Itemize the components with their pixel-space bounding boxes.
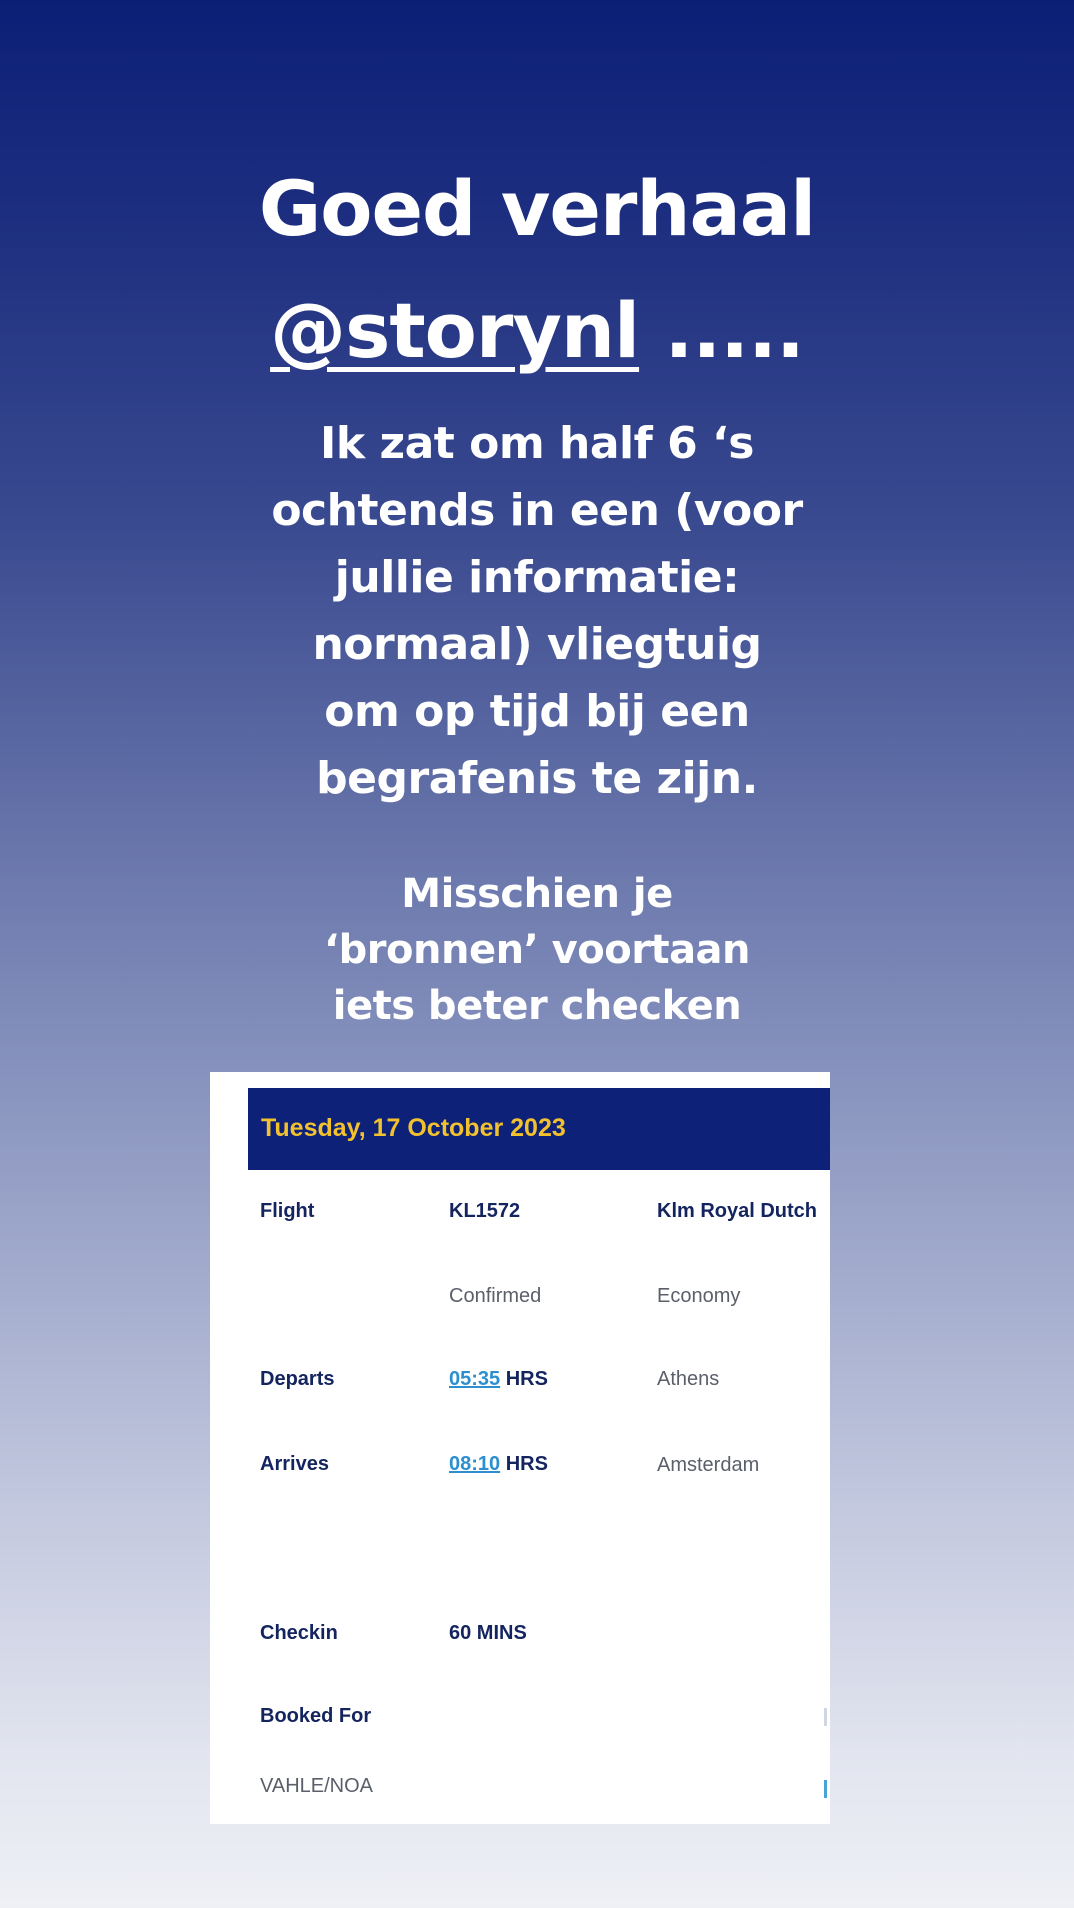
closing-line: ‘bronnen’ voortaan: [323, 927, 751, 973]
flight-number: KL1572: [449, 1200, 521, 1222]
airline-name: Klm Royal Dutch: [657, 1200, 818, 1222]
body-line: jullie informatie:: [334, 552, 740, 603]
departs-label: Departs: [260, 1368, 335, 1390]
body-line: ochtends in een (voor: [271, 485, 803, 536]
body-line: begrafenis te zijn.: [316, 753, 758, 804]
body-line: om op tijd bij een: [324, 686, 750, 737]
cabin-class: Economy: [657, 1285, 741, 1307]
booked-for-label: Booked For: [260, 1705, 372, 1727]
closing-line: iets beter checken: [332, 983, 742, 1029]
story-body-text: [0, 410, 1074, 812]
departs-time-group: [449, 1368, 548, 1391]
title-line-1: Goed verhaal: [258, 164, 816, 253]
flight-date: Tuesday, 17 October 2023: [261, 1114, 566, 1142]
arrives-time-link[interactable]: 08:10: [449, 1453, 501, 1475]
passenger-name: VAHLE/NOA: [260, 1775, 373, 1797]
arrives-unit: HRS: [505, 1453, 548, 1475]
story-title: [0, 148, 1074, 392]
flight-itinerary-screenshot: [210, 1072, 830, 1824]
itinerary-date-header: [248, 1088, 830, 1170]
body-line: normaal) vliegtuig: [312, 619, 762, 670]
title-ellipsis: .....: [639, 286, 804, 375]
departs-time-link[interactable]: 05:35: [449, 1368, 501, 1390]
booking-status: Confirmed: [449, 1285, 542, 1307]
body-line: Ik zat om half 6 ‘s: [320, 418, 754, 469]
arrives-city: Amsterdam: [657, 1454, 760, 1476]
checkin-label: Checkin: [260, 1622, 338, 1644]
title-line-2: [0, 270, 1074, 392]
departs-city: Athens: [657, 1368, 720, 1390]
departs-unit: HRS: [505, 1368, 548, 1390]
arrives-label: Arrives: [260, 1453, 329, 1475]
cropped-edge-mark: [824, 1708, 827, 1726]
closing-line: Misschien je: [401, 871, 673, 917]
storynl-mention-link[interactable]: @storynl: [270, 286, 640, 375]
story-closing-text: [0, 866, 1074, 1034]
flight-label: Flight: [260, 1200, 315, 1222]
cropped-edge-mark: [824, 1780, 827, 1798]
arrives-time-group: [449, 1453, 548, 1476]
checkin-value: 60 MINS: [449, 1622, 527, 1644]
